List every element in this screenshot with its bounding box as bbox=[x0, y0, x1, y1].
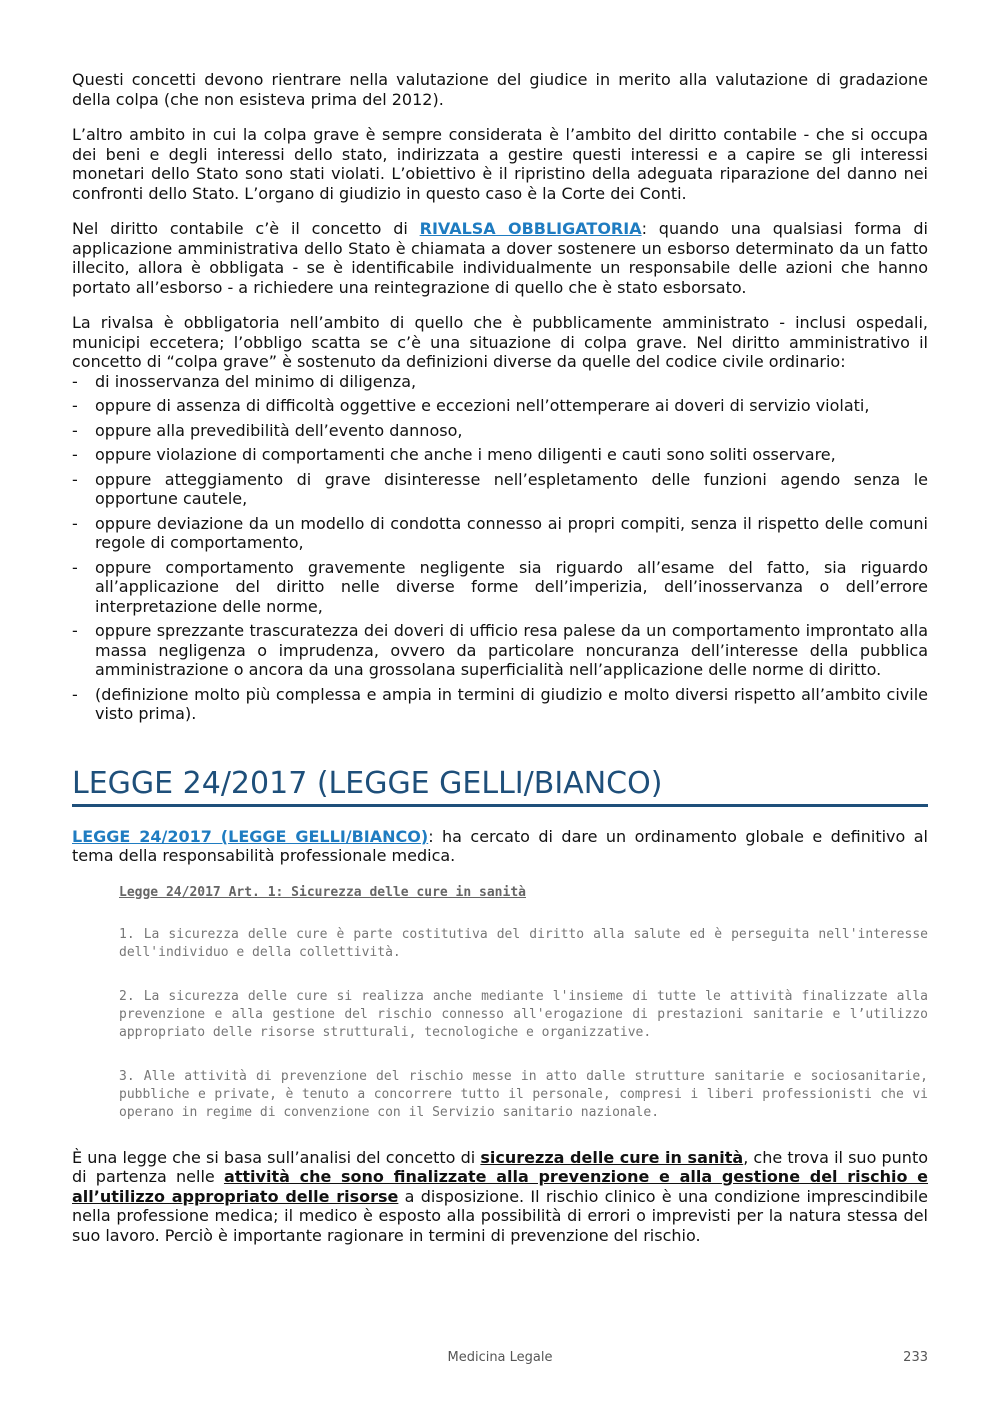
footer-title: Medicina Legale bbox=[447, 1350, 553, 1365]
paragraph-sicurezza-cure bbox=[72, 1148, 928, 1246]
page-number: 233 bbox=[903, 1350, 928, 1365]
law-quote-paragraph: 1. La sicurezza delle cure è parte costitutiva del diritto alla salute ed è perseguita nell'interesse dell'individuo e della collettività. bbox=[119, 926, 928, 960]
list-item: - oppure di assenza di difficoltà oggettive e eccezioni nell’ottemperare ai doveri di servizio violati, bbox=[72, 396, 928, 416]
list-item: - oppure violazione di comportamenti che anche i meno diligenti e cauti sono soliti osservare, bbox=[72, 445, 928, 465]
rivalsa-text-after: : quando una qualsiasi forma di applicazione amministrativa dello Stato è chiamata a dover sostenere un esborso determinato da un fatto illecito, allora è obbligata - se è identificabile individualmente un responsabile delle azioni che hanno portato all’esborso - a richiedere una reintegrazione di quello che è stato esborsato. bbox=[72, 219, 928, 297]
closing-text: , che trova il suo punto di partenza nelle bbox=[72, 1147, 929, 1186]
emphasis-attivita-prevenzione: attività che sono finalizzate alla prevenzione e alla gestione del rischio e all’utilizzo appropriato delle risorse bbox=[72, 1167, 929, 1206]
law-quote-title: Legge 24/2017 Art. 1: Sicurezza delle cure in sanità bbox=[119, 884, 526, 900]
colpa-grave-definitions-list bbox=[72, 372, 928, 724]
paragraph-gradazione-colpa: Questi concetti devono rientrare nella valutazione del giudice in merito alla valutazione di gradazione della colpa (che non esisteva prima del 2012). bbox=[72, 70, 928, 109]
paragraph-diritto-contabile: L’altro ambito in cui la colpa grave è sempre considerata è l’ambito del diritto contabile - che si occupa dei beni e degli interessi dello stato, indirizzata a gestire questi interessi e a capire se gli interessi monetari dello Stato sono stati violati. L’obiettivo è il ripristino della adeguata riparazione del danno nei confronti dello Stato. L’organo di giudizio in questo caso è la Corte dei Conti. bbox=[72, 125, 928, 203]
law-quote-block bbox=[119, 884, 928, 1122]
legge-intro-text: : ha cercato di dare un ordinamento globale e definitivo al tema della responsabilità professionale medica. bbox=[72, 826, 929, 865]
law-quote-paragraph: 3. Alle attività di prevenzione del rischio messe in atto dalle strutture sanitarie e sociosanitarie, pubbliche e private, è tenuto a concorrere tutto il personale, compresi i liberi professionisti che vi operano in regime di convenzione con il Servizio sanitario nazionale. bbox=[119, 1068, 928, 1120]
list-item: - oppure comportamento gravemente negligente sia riguardo all’esame del fatto, sia riguardo all’applicazione del diritto nelle diverse forme dell’imperizia, dell’inosservanza o dell’errore interpretazione delle norme, bbox=[72, 558, 928, 617]
paragraph-legge-intro bbox=[72, 827, 928, 866]
list-item: - oppure alla prevedibilità dell’evento dannoso, bbox=[72, 421, 928, 441]
page-footer bbox=[72, 1350, 928, 1368]
list-item: - oppure deviazione da un modello di condotta connesso ai propri compiti, senza il rispetto delle comuni regole di comportamento, bbox=[72, 514, 928, 553]
rivalsa-obbligatoria-link[interactable]: RIVALSA OBBLIGATORIA bbox=[419, 219, 642, 238]
paragraph-rivalsa bbox=[72, 219, 928, 297]
list-item: - oppure atteggiamento di grave disinteresse nell’espletamento delle funzioni agendo senza le opportune cautele, bbox=[72, 470, 928, 509]
law-quote-paragraph: 2. La sicurezza delle cure si realizza anche mediante l'insieme di tutte le attività finalizzate alla prevenzione e alla gestione del rischio connesso all'erogazione di prestazioni sanitarie e l’utilizzo appropriato delle risorse strutturali, tecnologiche e organizzative. bbox=[119, 988, 928, 1040]
list-item: - (definizione molto più complessa e ampia in termini di giudizio e molto diversi rispetto all’ambito civile visto prima). bbox=[72, 685, 928, 724]
document-page bbox=[72, 70, 928, 1261]
section-heading: LEGGE 24/2017 (LEGGE GELLI/BIANCO) bbox=[72, 766, 928, 807]
list-item: - di inosservanza del minimo di diligenza, bbox=[72, 372, 928, 392]
rivalsa-text-before: Nel diritto contabile c’è il concetto di bbox=[72, 219, 420, 238]
emphasis-sicurezza-cure: sicurezza delle cure in sanità bbox=[480, 1147, 744, 1167]
legge-gelli-bianco-link[interactable]: LEGGE 24/2017 (LEGGE GELLI/BIANCO) bbox=[72, 826, 429, 846]
closing-text: a disposizione. Il rischio clinico è una condizione imprescindibile nella professione medica; il medico è esposto alla possibilità di errori o imprevisti per la natura stessa del suo lavoro. Perciò è importante ragionare in termini di prevenzione del rischio. bbox=[72, 1186, 929, 1245]
list-item: - oppure sprezzante trascuratezza dei doveri di ufficio resa palese da un comportamento improntato alla massa negligenza o imprudenza, ovvero da particolare noncuranza dell’interesse della pubblica amministrazione o ancora da una grossolana superficialità nell’applicazione delle norme di diritto. bbox=[72, 621, 928, 680]
closing-text: È una legge che si basa sull’analisi del concetto di bbox=[72, 1147, 481, 1167]
paragraph-rivalsa-ambito: La rivalsa è obbligatoria nell’ambito di quello che è pubblicamente amministrato - inclusi ospedali, municipi eccetera; l’obbligo scatta se c’è una situazione di colpa grave. Nel diritto amministrativo il concetto di “colpa grave” è sostenuto da definizioni diverse da quelle del codice civile ordinario: bbox=[72, 313, 928, 371]
